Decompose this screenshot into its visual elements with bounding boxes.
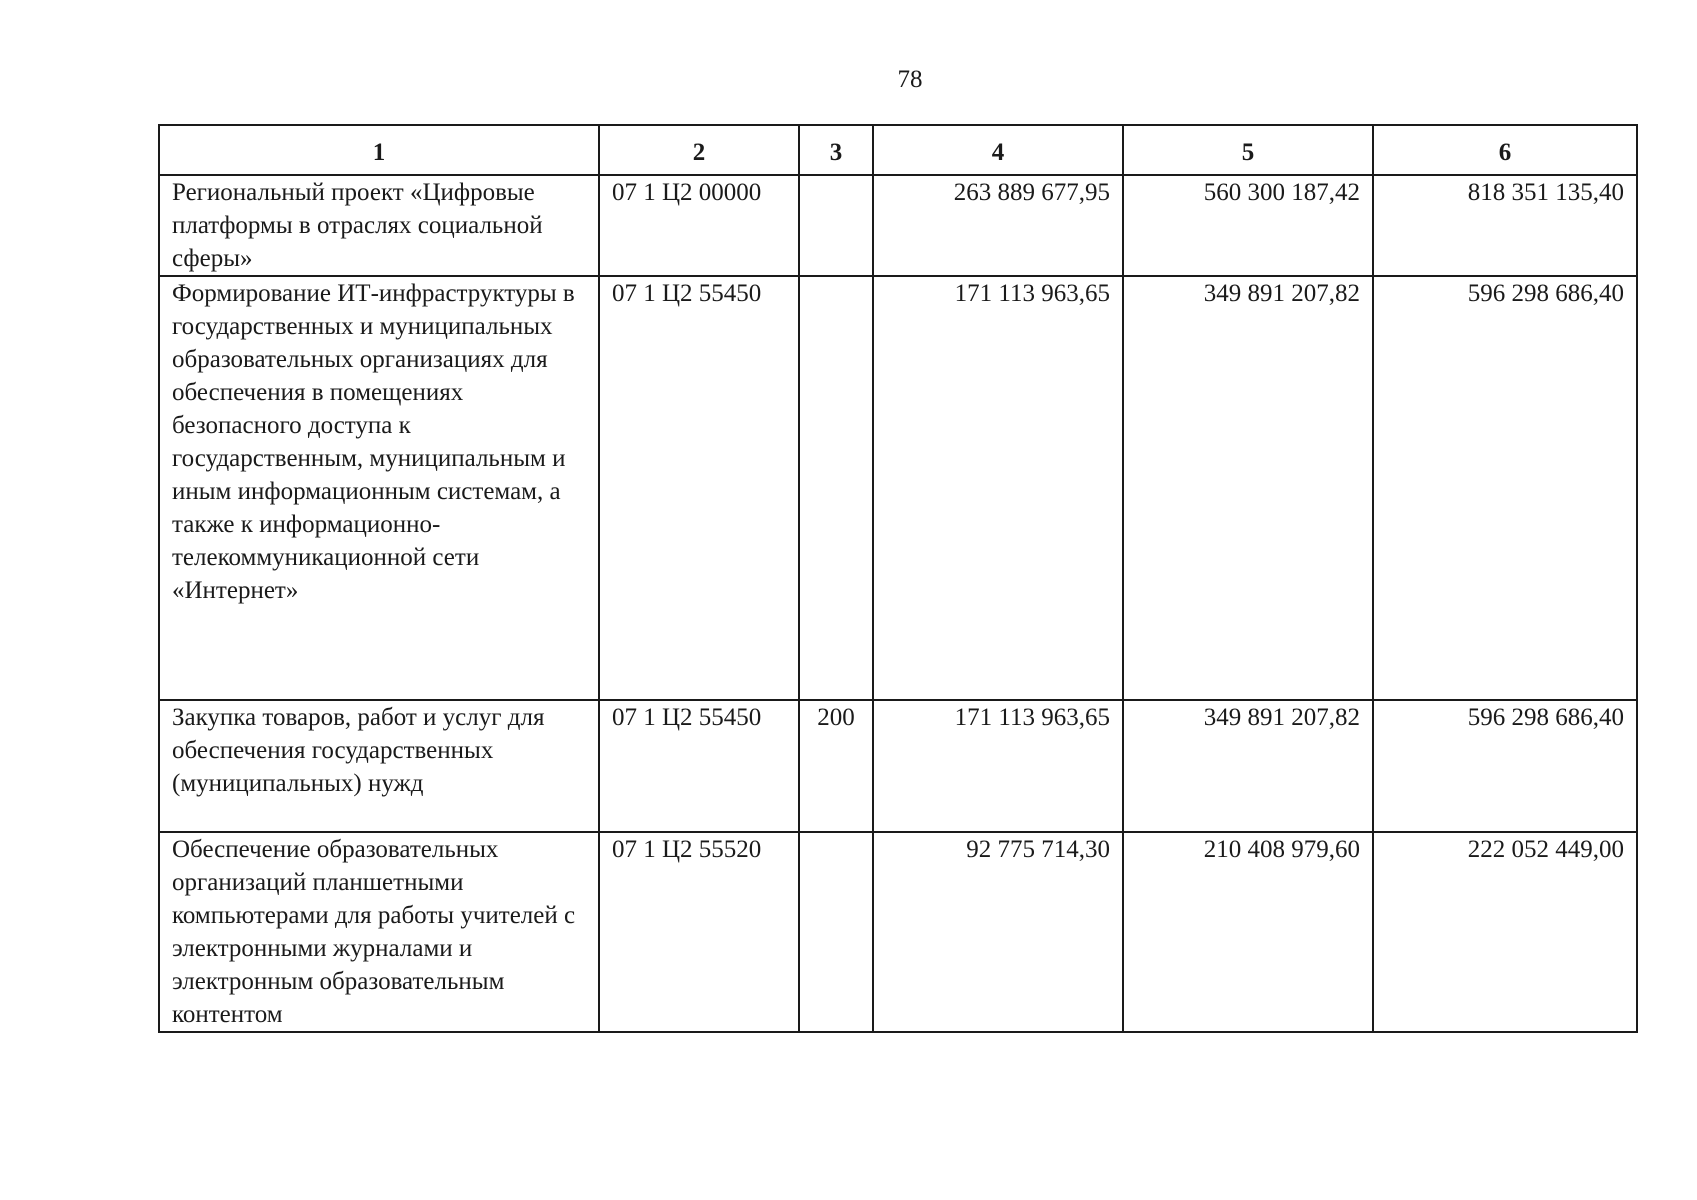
row-amount-2: 349 891 207,82 — [1123, 700, 1373, 832]
row-amount-2: 560 300 187,42 — [1123, 175, 1373, 276]
row-type — [799, 175, 873, 276]
table-row — [159, 175, 1637, 276]
row-code: 07 1 Ц2 55450 — [599, 276, 799, 700]
row-amount-1: 171 113 963,65 — [873, 700, 1123, 832]
row-amount-3: 596 298 686,40 — [1373, 276, 1637, 700]
column-header-1: 1 — [159, 125, 599, 175]
row-amount-1: 263 889 677,95 — [873, 175, 1123, 276]
row-amount-3: 818 351 135,40 — [1373, 175, 1637, 276]
row-amount-3: 596 298 686,40 — [1373, 700, 1637, 832]
table-row — [159, 832, 1637, 1032]
budget-table — [158, 124, 1638, 1033]
row-description: Обеспечение образовательных организаций планшетными компьютерами для работы учителей с электронными журналами и электронным образовательным контентом — [159, 832, 599, 1032]
row-amount-2: 349 891 207,82 — [1123, 276, 1373, 700]
column-header-4: 4 — [873, 125, 1123, 175]
row-amount-1: 92 775 714,30 — [873, 832, 1123, 1032]
row-type — [799, 832, 873, 1032]
row-description: Региональный проект «Цифровые платформы в отраслях социальной сферы» — [159, 175, 599, 276]
column-header-6: 6 — [1373, 125, 1637, 175]
table-row — [159, 276, 1637, 700]
row-amount-2: 210 408 979,60 — [1123, 832, 1373, 1032]
page-number: 78 — [897, 66, 923, 93]
row-code: 07 1 Ц2 55450 — [599, 700, 799, 832]
row-code: 07 1 Ц2 00000 — [599, 175, 799, 276]
row-code: 07 1 Ц2 55520 — [599, 832, 799, 1032]
column-header-5: 5 — [1123, 125, 1373, 175]
row-description: Формирование ИТ-инфраструктуры в государственных и муниципальных образовательных организациях для обеспечения в помещениях безопасного доступа к государственным, муниципальным и иным информационным системам, а также к информационно-телекоммуникационной сети «Интернет» — [159, 276, 599, 700]
table-header-row — [159, 125, 1637, 175]
row-amount-3: 222 052 449,00 — [1373, 832, 1637, 1032]
row-description: Закупка товаров, работ и услуг для обеспечения государственных (муниципальных) нужд — [159, 700, 599, 832]
row-type: 200 — [799, 700, 873, 832]
table-row — [159, 700, 1637, 832]
row-type — [799, 276, 873, 700]
column-header-2: 2 — [599, 125, 799, 175]
row-amount-1: 171 113 963,65 — [873, 276, 1123, 700]
column-header-3: 3 — [799, 125, 873, 175]
